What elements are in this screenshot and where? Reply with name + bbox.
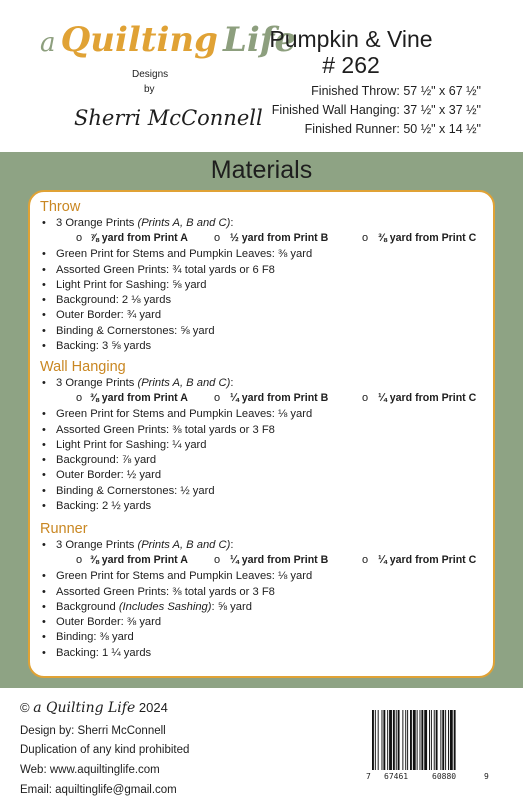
- pattern-title-block: [221, 26, 481, 139]
- print-c-yardage: ¼ yard from Print C: [378, 554, 477, 567]
- print-a-yardage: ⅜ yard from Print A: [90, 554, 188, 567]
- section-title: Wall Hanging: [40, 359, 126, 375]
- barcode-bar: [445, 710, 446, 770]
- finished-size-runner: Finished Runner: 50 ½" x 14 ½": [304, 122, 481, 136]
- list-item: • Light Print for Sashing: ¼ yard: [40, 438, 490, 453]
- barcode-bar: [424, 710, 427, 770]
- barcode-bar: [372, 710, 374, 770]
- section-title: Runner: [40, 521, 88, 537]
- list-item: • Assorted Green Prints: ⅜ total yards or 3 F8: [40, 423, 490, 438]
- print-c-yardage: ⅜ yard from Print C: [378, 232, 477, 245]
- list-item: • Backing: 1 ¼ yards: [40, 646, 490, 661]
- list-item: • 3 Orange Prints (Prints A, B and C):: [40, 538, 490, 553]
- print-b-yardage: ½ yard from Print B: [230, 232, 329, 245]
- barcode-bar: [440, 710, 441, 770]
- finished-size-wall-hanging: Finished Wall Hanging: 37 ½" x 37 ½": [271, 103, 481, 117]
- print-yardage-row: o ⅜ yard from Print A o ¼ yard from Print B o ¼ yard from Print C: [76, 392, 477, 405]
- print-b-yardage: ¼ yard from Print B: [230, 554, 329, 567]
- finished-size-throw: Finished Throw: 57 ½" x 67 ½": [311, 84, 481, 98]
- list-item: • Assorted Green Prints: ⅜ total yards or 3 F8: [40, 585, 490, 600]
- barcode-bar: [420, 710, 421, 770]
- section-runner: [40, 520, 490, 661]
- barcode-bar: [393, 710, 395, 770]
- design-credit: Design by: Sherri McConnell: [20, 725, 166, 737]
- list-item: • Green Print for Stems and Pumpkin Leaves: ⅛ yard: [40, 569, 490, 584]
- barcode-bar: [387, 710, 388, 770]
- list-item: • Binding & Cornerstones: ⅝ yard: [40, 324, 490, 339]
- logo-designs: Designs: [132, 69, 169, 80]
- list-item: • Backing: 2 ½ yards: [40, 499, 490, 514]
- pattern-number: # 262: [322, 52, 380, 78]
- barcode-bar: [450, 710, 453, 770]
- barcode-bar: [383, 710, 385, 770]
- list-item: • Binding & Cornerstones: ½ yard: [40, 484, 490, 499]
- barcode-bar: [417, 710, 418, 770]
- list-item: • Light Print for Sashing: ⅝ yard: [40, 278, 490, 293]
- print-a-yardage: ⅞ yard from Print A: [90, 232, 188, 245]
- logo-by: by: [144, 84, 155, 95]
- barcode-bar: [389, 710, 392, 770]
- print-a-yardage: ⅜ yard from Print A: [90, 392, 188, 405]
- logo-wordmark: a Quilting Life: [40, 20, 297, 60]
- list-item: • 3 Orange Prints (Prints A, B and C):: [40, 216, 490, 231]
- duplication-notice: Duplication of any kind prohibited: [20, 744, 190, 756]
- barcode-bar: [448, 710, 449, 770]
- print-yardage-row: o ⅜ yard from Print A o ¼ yard from Print B o ¼ yard from Print C: [76, 554, 477, 567]
- barcode-bar: [436, 710, 438, 770]
- barcode-bar: [407, 710, 408, 770]
- barcode-bar: [429, 710, 430, 770]
- barcode-bar: [413, 710, 416, 770]
- section-title: Throw: [40, 199, 81, 215]
- list-item: • Background: 2 ⅛ yards: [40, 293, 490, 308]
- list-item: • Green Print for Stems and Pumpkin Leaves: ⅜ yard: [40, 247, 490, 262]
- list-item: • Background: ⅞ yard: [40, 453, 490, 468]
- print-c-yardage: ¼ yard from Print C: [378, 392, 477, 405]
- barcode-bar: [410, 710, 412, 770]
- web-link[interactable]: Web: www.aquiltinglife.com: [20, 764, 160, 776]
- list-item: • Green Print for Stems and Pumpkin Leaves: ⅛ yard: [40, 407, 490, 422]
- list-item: • Binding: ⅜ yard: [40, 630, 490, 645]
- barcode-bar: [431, 710, 432, 770]
- barcode-bar: [442, 710, 444, 770]
- section-wall-hanging: [40, 358, 490, 514]
- materials-band: [0, 152, 523, 688]
- barcode-bar: [375, 710, 376, 770]
- email-link[interactable]: Email: aquiltinglife@gmail.com: [20, 784, 177, 796]
- list-item: • Backing: 3 ⅝ yards: [40, 339, 490, 354]
- logo-author: Sherri McConnell: [74, 106, 263, 130]
- barcode-bar: [454, 710, 456, 770]
- print-yardage-row: o ⅞ yard from Print A o ½ yard from Print B o ⅜ yard from Print C: [76, 232, 477, 245]
- header: [0, 0, 523, 152]
- barcode-bar: [398, 710, 400, 770]
- list-item: • Outer Border: ¾ yard: [40, 308, 490, 323]
- list-item: • Outer Border: ½ yard: [40, 468, 490, 483]
- pattern-name: Pumpkin & Vine: [269, 26, 433, 52]
- barcode-bar: [405, 710, 406, 770]
- list-item: • 3 Orange Prints (Prints A, B and C):: [40, 376, 490, 391]
- footer: [0, 688, 523, 800]
- print-b-yardage: ¼ yard from Print B: [230, 392, 329, 405]
- barcode-bar: [402, 710, 403, 770]
- barcode-bar: [421, 710, 423, 770]
- barcode: 7 67461 60880 9: [366, 710, 490, 780]
- barcode-bar: [396, 710, 397, 770]
- materials-card: [28, 190, 495, 678]
- barcode-bar: [434, 710, 435, 770]
- list-item: • Outer Border: ⅜ yard: [40, 615, 490, 630]
- list-item: • Background (Includes Sashing): ⅝ yard: [40, 600, 490, 615]
- list-item: • Assorted Green Prints: ¾ total yards or 6 F8: [40, 263, 490, 278]
- barcode-bar: [378, 710, 379, 770]
- materials-title: Materials: [210, 156, 313, 184]
- section-throw: [40, 198, 490, 354]
- barcode-bar: [382, 710, 383, 770]
- copyright: © a Quilting Life 2024: [20, 700, 168, 716]
- barcode-bars: [366, 710, 490, 772]
